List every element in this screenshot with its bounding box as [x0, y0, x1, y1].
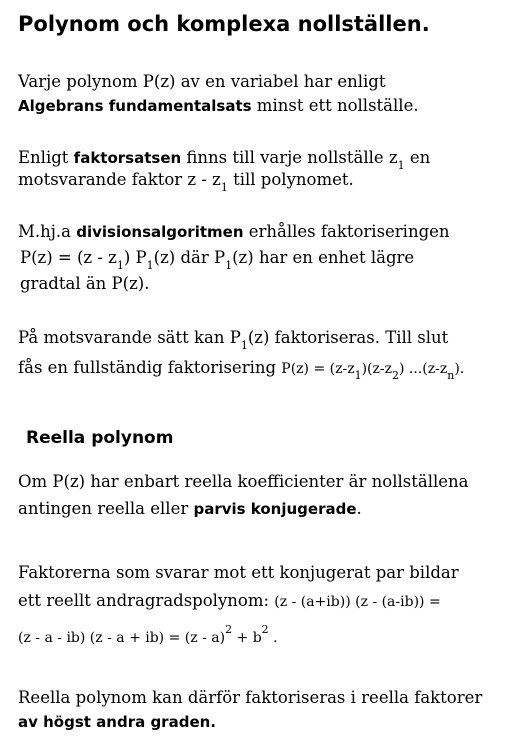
paragraph-line: motsvarande faktor z - $z_1$ till polynomet.	[18, 170, 354, 194]
section-heading: Reella polynom	[26, 428, 174, 448]
formula-line: (z - a - ib) $(z - a + ib) = (z - a)^2 + b^2$ .	[18, 623, 278, 646]
paragraph-line: antingen reella eller parvis konjugerade.	[18, 499, 362, 518]
paragraph-line: På motsvarande sätt kan $P_1(z)$ faktoriseras. Till slut	[18, 328, 449, 352]
page-title: Polynom och komplexa nollställen.	[18, 12, 430, 36]
paragraph-line: Varje polynom P(z) av en variabel har enligt	[18, 72, 386, 91]
bold-term: divisionsalgoritmen	[76, 223, 244, 241]
bold-term: av högst andra graden.	[18, 713, 216, 731]
paragraph-line: Om P(z) har enbart reella koefficienter är nollställena	[18, 472, 469, 491]
formula-line: fås en fullständig faktorisering $P(z) = (z-z_1)(z-z_2)$ $...(z-z_n)$.	[18, 358, 465, 382]
paragraph-line: gradtal än P(z).	[20, 274, 150, 293]
paragraph-line: M.hj.a divisionsalgoritmen erhålles faktoriseringen	[18, 222, 450, 241]
paragraph-line: Algebrans fundamentalsats minst ett nollställe.	[18, 96, 419, 115]
paragraph-line	[18, 712, 216, 732]
formula-line: ett reellt andragradspolynom: (z - (a+ib)) (z - (a-ib)) =	[18, 591, 441, 610]
paragraph-line: Reella polynom kan därför faktoriseras i reella faktorer	[18, 688, 483, 707]
bold-term: parvis konjugerade	[193, 500, 357, 518]
paragraph-line: Enligt faktorsatsen finns till varje nollställe $z_1$ en	[18, 148, 431, 172]
bold-term: Algebrans fundamentalsats	[18, 97, 252, 115]
bold-term: faktorsatsen	[73, 149, 182, 167]
formula-line: $P(z) = (z - z_1)$ $P_1(z)$ där $P_1(z)$ har en enhet lägre	[20, 248, 415, 272]
paragraph-line: Faktorerna som svarar mot ett konjugerat par bildar	[18, 563, 459, 582]
